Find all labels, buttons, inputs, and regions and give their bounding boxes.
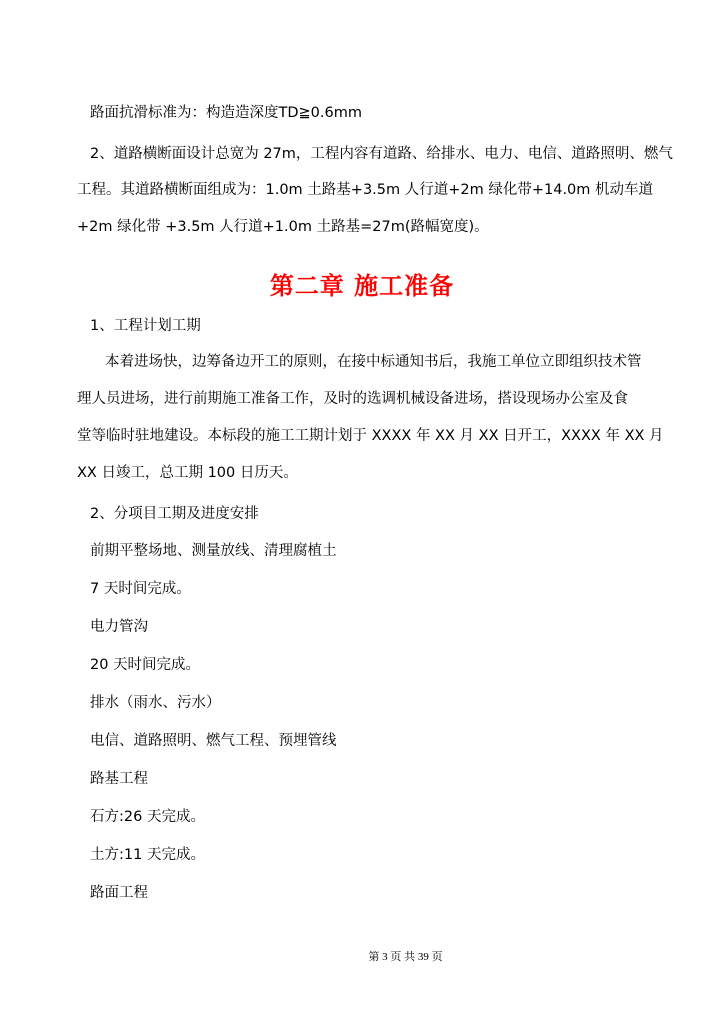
list-item: 7 天时间完成。 xyxy=(90,581,191,597)
body-text-line: 路面抗滑标准为：构造造深度TD≧0.6mm xyxy=(90,105,362,121)
paragraph-line: 堂等临时驻地建设。本标段的施工工期计划于 XXXX 年 XX 月 XX 日开工，XXXX 年 XX 月 xyxy=(77,428,664,444)
list-item: 电力管沟 xyxy=(90,619,148,635)
list-item: 前期平整场地、测量放线、清理腐植土 xyxy=(90,543,337,559)
chapter-title: 第二章 施工准备 xyxy=(269,272,455,300)
section-heading: 1、工程计划工期 xyxy=(90,318,201,334)
paragraph-line: 2、道路横断面设计总宽为 27m，工程内容有道路、给排水、电力、电信、道路照明、燃气 xyxy=(90,146,673,162)
list-item: 20 天时间完成。 xyxy=(90,657,201,673)
list-item: 排水（雨水、污水） xyxy=(90,695,221,711)
paragraph-line: XX 日竣工，总工期 100 日历天。 xyxy=(77,465,298,481)
section-heading: 2、分项目工期及进度安排 xyxy=(90,506,259,522)
paragraph-line: 工程。其道路横断面组成为：1.0m 土路基+3.5m 人行道+2m 绿化带+14.0m 机动车道 xyxy=(77,182,654,198)
paragraph-line: +2m 绿化带 +3.5m 人行道+1.0m 土路基=27m(路幅宽度)。 xyxy=(77,219,489,235)
list-item: 路面工程 xyxy=(90,885,148,901)
list-item: 电信、道路照明、燃气工程、预埋管线 xyxy=(90,733,337,749)
list-item: 土方:11 天完成。 xyxy=(90,847,205,863)
page-footer: 第 3 页 共 39 页 xyxy=(368,951,443,963)
list-item: 石方:26 天完成。 xyxy=(90,809,205,825)
list-item: 路基工程 xyxy=(90,771,148,787)
paragraph-line: 本着进场快，边筹备边开工的原则，在接中标通知书后，我施工单位立即组织技术管 xyxy=(105,354,642,370)
paragraph-line: 理人员进场，进行前期施工准备工作，及时的选调机械设备进场，搭设现场办公室及食 xyxy=(77,391,628,407)
